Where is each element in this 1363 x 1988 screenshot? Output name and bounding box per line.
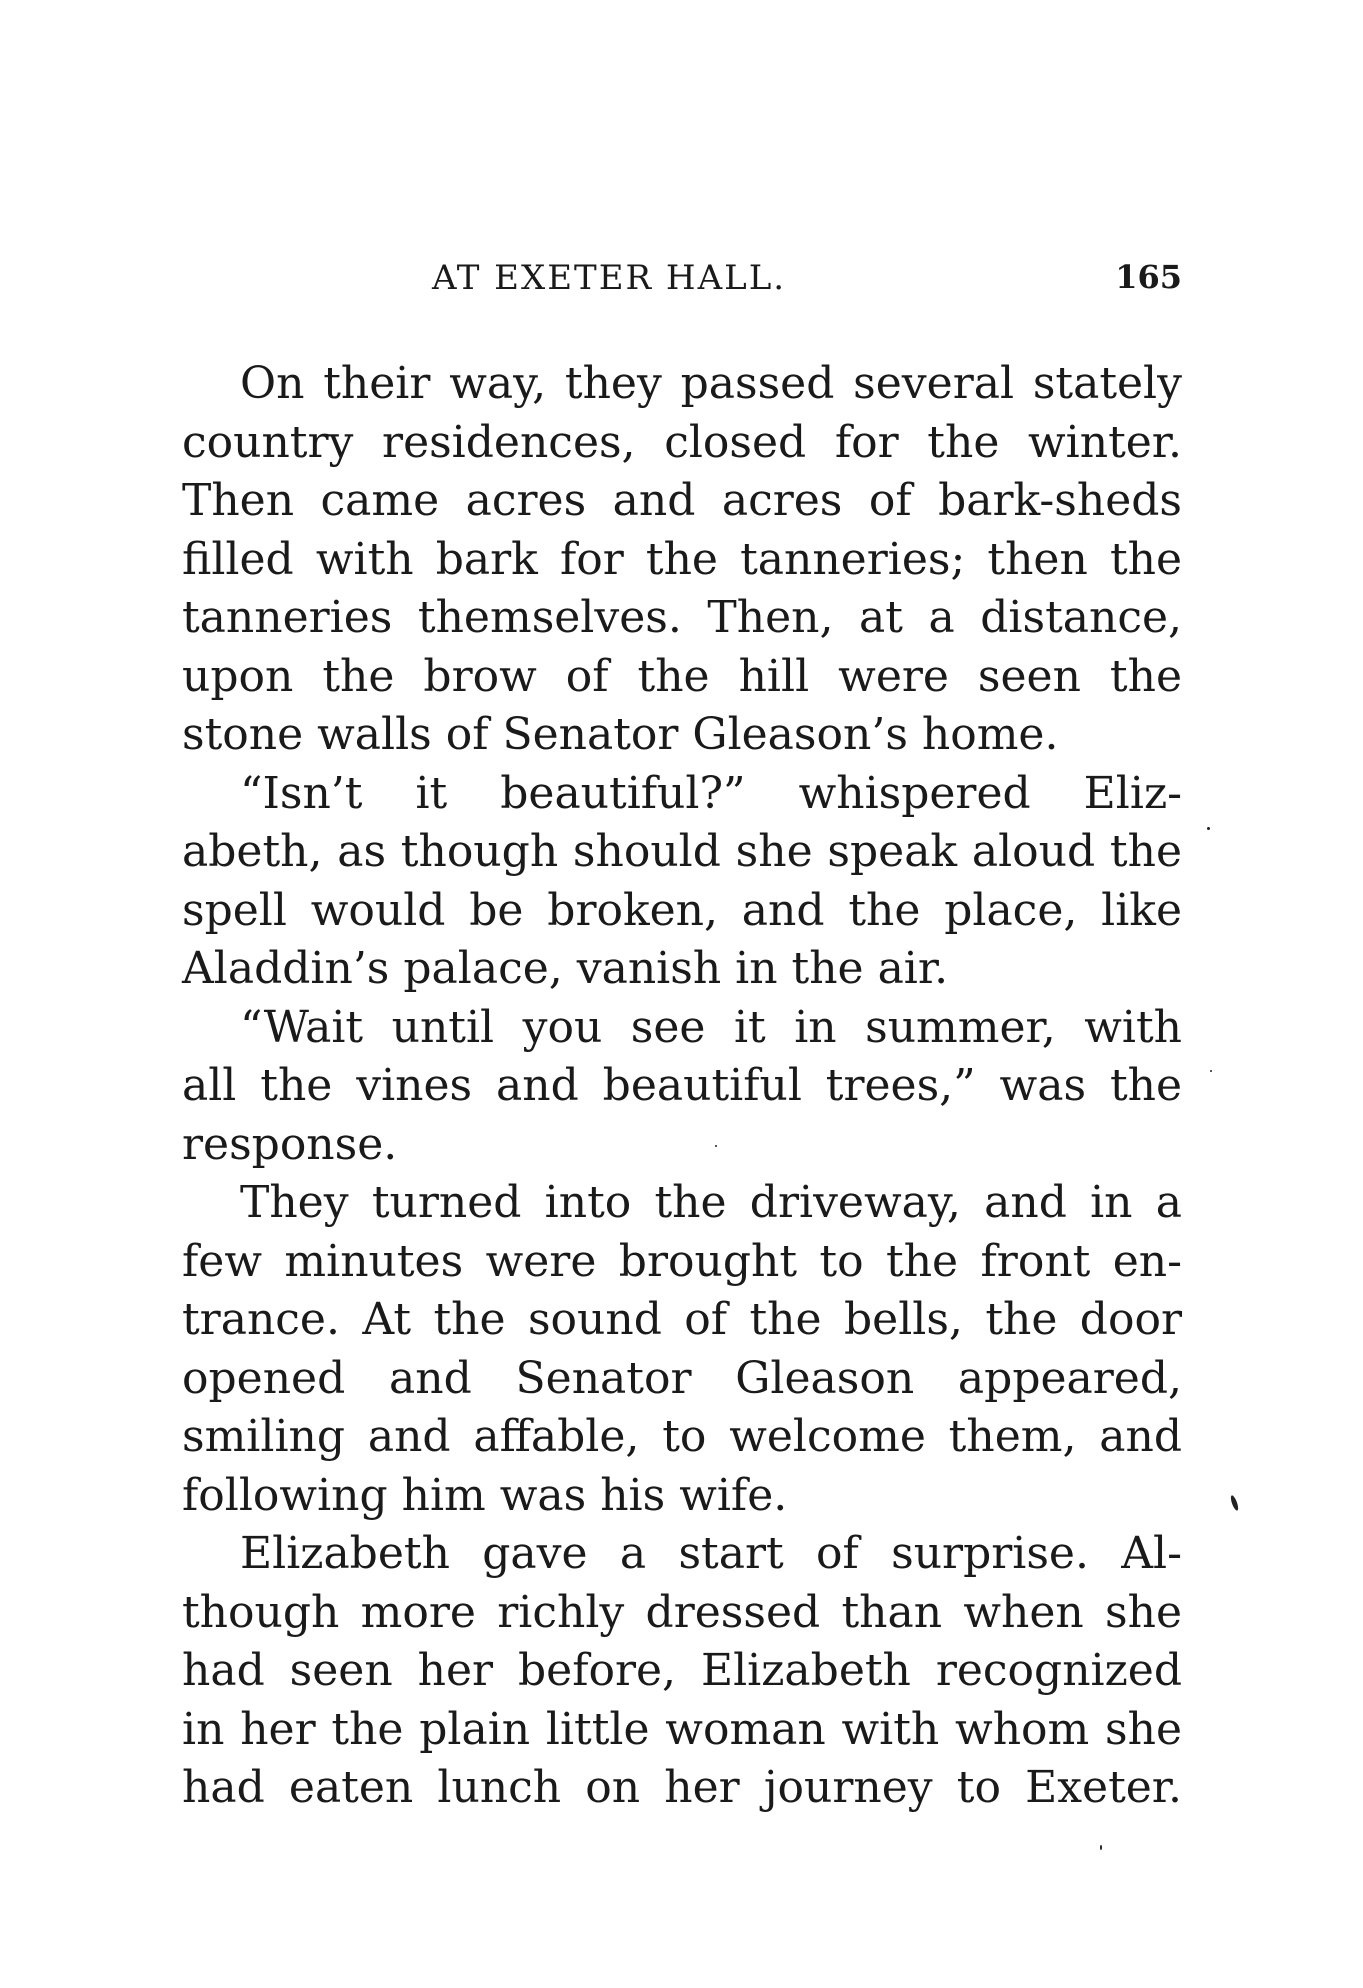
text-line: “Wait until you see it in summer, with — [240, 1001, 1182, 1053]
text-line: all the vines and beautiful trees,” was the — [182, 1060, 1182, 1111]
text-line: few minutes were brought to the front en- — [182, 1235, 1182, 1287]
text-line: spell would be broken, and the place, like — [182, 884, 1182, 936]
text-line: filled with bark for the tanneries; then the — [182, 533, 1182, 585]
text-line: tanneries themselves. Then, at a distance, — [182, 592, 1182, 643]
text-line: trance. At the sound of the bells, the door — [182, 1294, 1182, 1345]
text-line: in her the plain little woman with whom she — [182, 1703, 1182, 1755]
text-line: stone walls of Senator Gleason’s home. — [182, 709, 1059, 760]
text-line: Elizabeth gave a start of surprise. Al- — [240, 1528, 1182, 1579]
page-number: 165 — [1115, 258, 1182, 296]
text-line: following him was his wife. — [182, 1469, 788, 1521]
text-line: Aladdin’s palace, vanish in the air. — [182, 943, 949, 994]
text-line: They turned into the driveway, and in a — [240, 1177, 1182, 1228]
body-text — [182, 355, 1182, 1818]
paragraph — [182, 1174, 1182, 1525]
ink-speck — [715, 1145, 717, 1147]
text-line: had seen her before, Elizabeth recognized — [182, 1645, 1182, 1696]
running-head — [182, 258, 1182, 308]
paragraph — [182, 1525, 1182, 1818]
ink-speck — [1210, 1070, 1212, 1072]
text-line: had eaten lunch on her journey to Exeter. — [182, 1762, 1182, 1813]
paragraph — [182, 355, 1182, 765]
ink-speck — [1229, 1495, 1239, 1512]
ink-speck — [1100, 1845, 1102, 1850]
paragraph — [182, 765, 1182, 999]
text-line: Then came acres and acres of bark-sheds — [182, 475, 1182, 526]
text-line: “Isn’t it beautiful?” whispered Eliz- — [240, 767, 1182, 819]
ink-speck — [1207, 827, 1210, 830]
text-line: response. — [182, 1118, 398, 1170]
text-line: abeth, as though should she speak aloud the — [182, 826, 1182, 877]
paragraph — [182, 999, 1182, 1175]
text-line: country residences, closed for the winter. — [182, 416, 1182, 468]
text-line: opened and Senator Gleason appeared, — [182, 1352, 1182, 1404]
text-line: smiling and affable, to welcome them, and — [182, 1411, 1182, 1462]
text-line: On their way, they passed several stately — [240, 358, 1182, 409]
text-line: though more richly dressed than when she — [182, 1586, 1182, 1638]
text-line: upon the brow of the hill were seen the — [182, 650, 1182, 702]
running-title: AT EXETER HALL. — [432, 258, 787, 298]
